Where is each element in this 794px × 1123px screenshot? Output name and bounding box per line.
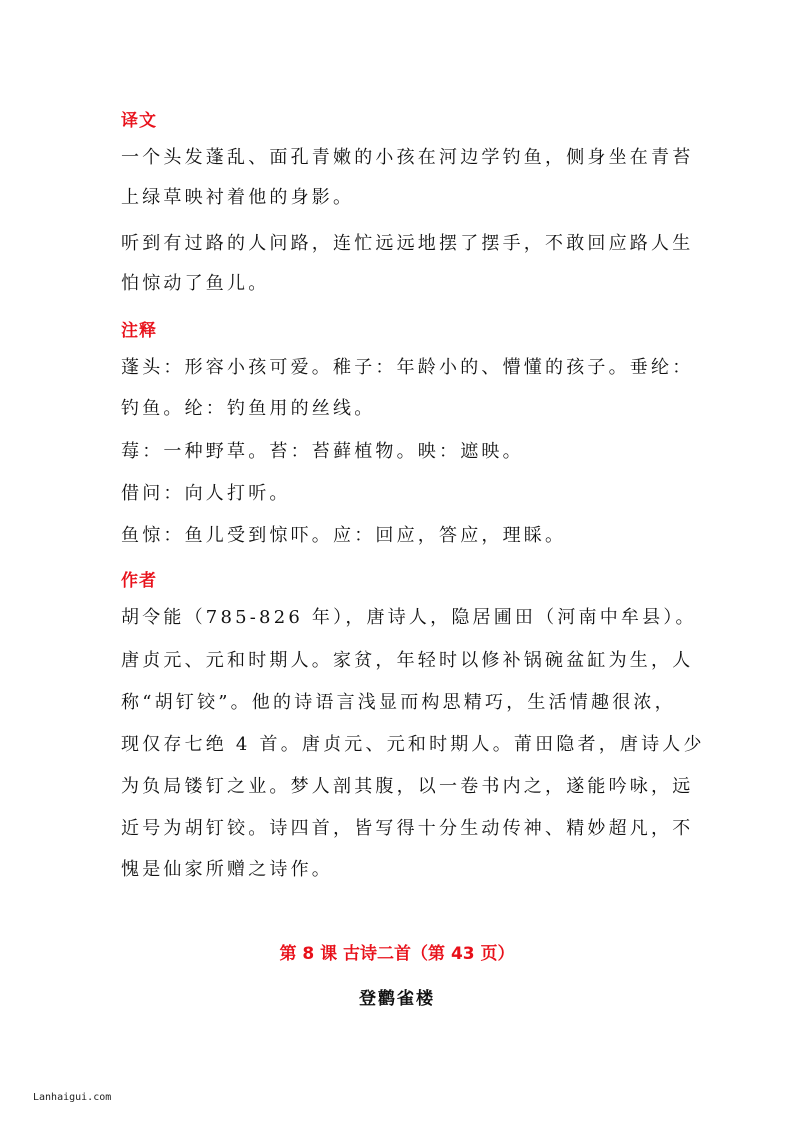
author-line-4: 现仅存七绝 4 首。唐贞元、元和时期人。莆田隐者，唐诗人少 xyxy=(121,734,705,755)
author-heading: 作者 xyxy=(121,571,157,591)
author-line-7: 愧是仙家所赠之诗作。 xyxy=(121,859,333,880)
poem-title: 登鹳雀楼 xyxy=(359,989,435,1009)
notes-line-5: 鱼惊：鱼儿受到惊吓。应：回应，答应，理睬。 xyxy=(121,525,567,546)
translation-line-4: 怕惊动了鱼儿。 xyxy=(121,273,270,294)
notes-line-4: 借问：向人打听。 xyxy=(121,483,291,504)
notes-line-3: 莓：一种野草。苔：苔藓植物。映：遮映。 xyxy=(121,441,524,462)
author-line-2: 唐贞元、元和时期人。家贫，年轻时以修补锅碗盆缸为生，人 xyxy=(121,650,694,671)
translation-line-3: 听到有过路的人问路，连忙远远地摆了摆手，不敢回应路人生 xyxy=(121,233,694,254)
lesson-title: 第 8 课 古诗二首（第 43 页） xyxy=(279,944,515,964)
translation-line-2: 上绿草映衬着他的身影。 xyxy=(121,187,355,208)
author-line-3: 称“胡钉铰”。他的诗语言浅显而构思精巧，生活情趣很浓， xyxy=(121,692,676,713)
author-line-6: 近号为胡钉铰。诗四首，皆写得十分生动传神、精妙超凡，不 xyxy=(121,818,694,839)
notes-line-2: 钓鱼。纶：钓鱼用的丝线。 xyxy=(121,398,376,419)
notes-heading: 注释 xyxy=(121,321,157,341)
notes-line-1: 蓬头：形容小孩可爱。稚子：年龄小的、懵懂的孩子。垂纶： xyxy=(121,357,694,378)
author-line-5: 为负局镂钉之业。梦人剖其腹，以一卷书内之，遂能吟咏，远 xyxy=(121,776,694,797)
author-line-1: 胡令能（785-826 年），唐诗人，隐居圃田（河南中牟县）。 xyxy=(121,607,697,628)
footer-site-watermark: Lanhaigui.com xyxy=(33,1092,112,1103)
translation-line-1: 一个头发蓬乱、面孔青嫩的小孩在河边学钓鱼，侧身坐在青苔 xyxy=(121,147,694,168)
translation-heading: 译文 xyxy=(121,111,157,131)
